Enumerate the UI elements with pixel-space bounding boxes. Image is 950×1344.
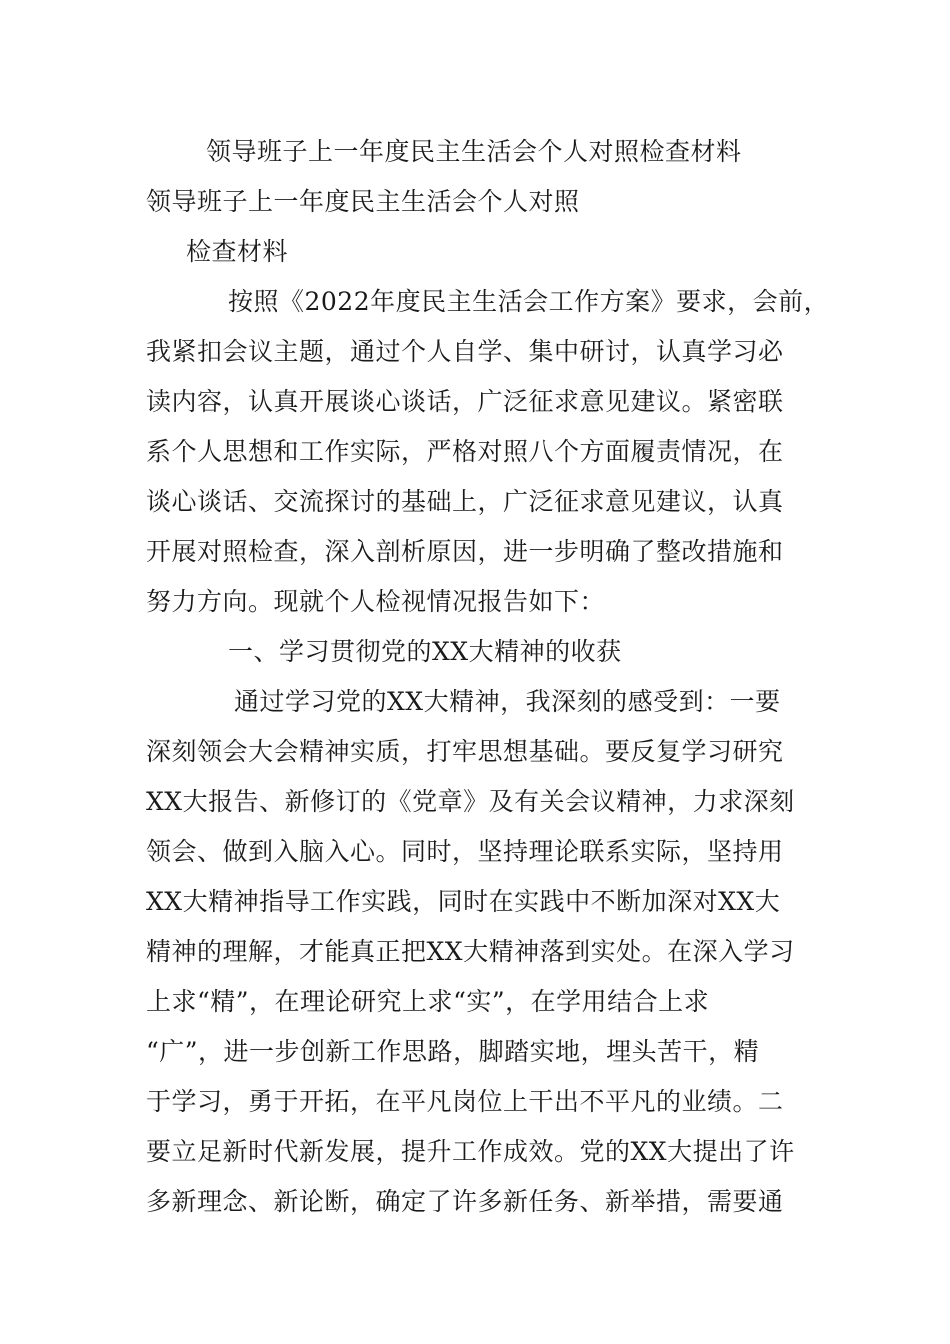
- paragraph-2-line-7: 上求“精”，在理论研究上求“实”，在学用结合上求: [146, 987, 710, 1016]
- paragraph-2-line-3: XX大报告、新修订的《党章》及有关会议精神，力求深刻: [146, 787, 795, 816]
- paragraph-2-line-5: XX大精神指导工作实践，同时在实践中不断加深对XX大: [146, 887, 781, 916]
- paragraph-1-line-5: 谈心谈话、交流探讨的基础上，广泛征求意见建议，认真: [146, 487, 784, 516]
- section-1-heading: 一、学习贯彻党的XX大精神的收获: [228, 637, 622, 666]
- paragraph-2-line-11: 多新理念、新论断，确定了许多新任务、新举措，需要通: [146, 1187, 784, 1216]
- paragraph-1-line-4: 系个人思想和工作实际，严格对照八个方面履责情况，在: [146, 437, 784, 466]
- paragraph-2-line-6: 精神的理解，才能真正把XX大精神落到实处。在深入学习: [146, 937, 795, 966]
- paragraph-1-line-3: 读内容，认真开展谈心谈话，广泛征求意见建议。紧密联: [146, 387, 784, 416]
- paragraph-1-line-2: 我紧扣会议主题，通过个人自学、集中研讨，认真学习必: [146, 337, 784, 366]
- paragraph-1-line-1: 按照《2022年度民主生活会工作方案》要求，会前，: [228, 287, 830, 316]
- paragraph-1-line-7: 努力方向。现就个人检视情况报告如下：: [146, 587, 606, 616]
- paragraph-2-line-9: 于学习，勇于开拓，在平凡岗位上干出不平凡的业绩。二: [146, 1087, 784, 1116]
- paragraph-2-line-4: 领会、做到入脑入心。同时，坚持理论联系实际，坚持用: [146, 837, 784, 866]
- paragraph-2-line-10: 要立足新时代新发展，提升工作成效。党的XX大提出了许: [146, 1137, 795, 1166]
- paragraph-2-line-8: “广”，进一步创新工作思路，脚踏实地，埋头苦干，精: [146, 1037, 760, 1066]
- paragraph-2-line-2: 深刻领会大会精神实质，打牢思想基础。要反复学习研究: [146, 737, 784, 766]
- document-subtitle-line-1: 领导班子上一年度民主生活会个人对照: [146, 187, 580, 216]
- paragraph-2-line-1: 通过学习党的XX大精神，我深刻的感受到：一要: [234, 687, 781, 716]
- paragraph-1-line-6: 开展对照检查，深入剖析原因，进一步明确了整改措施和: [146, 537, 784, 566]
- document-subtitle-line-2: 检查材料: [186, 237, 289, 266]
- document-title: 领导班子上一年度民主生活会个人对照检查材料: [206, 137, 742, 166]
